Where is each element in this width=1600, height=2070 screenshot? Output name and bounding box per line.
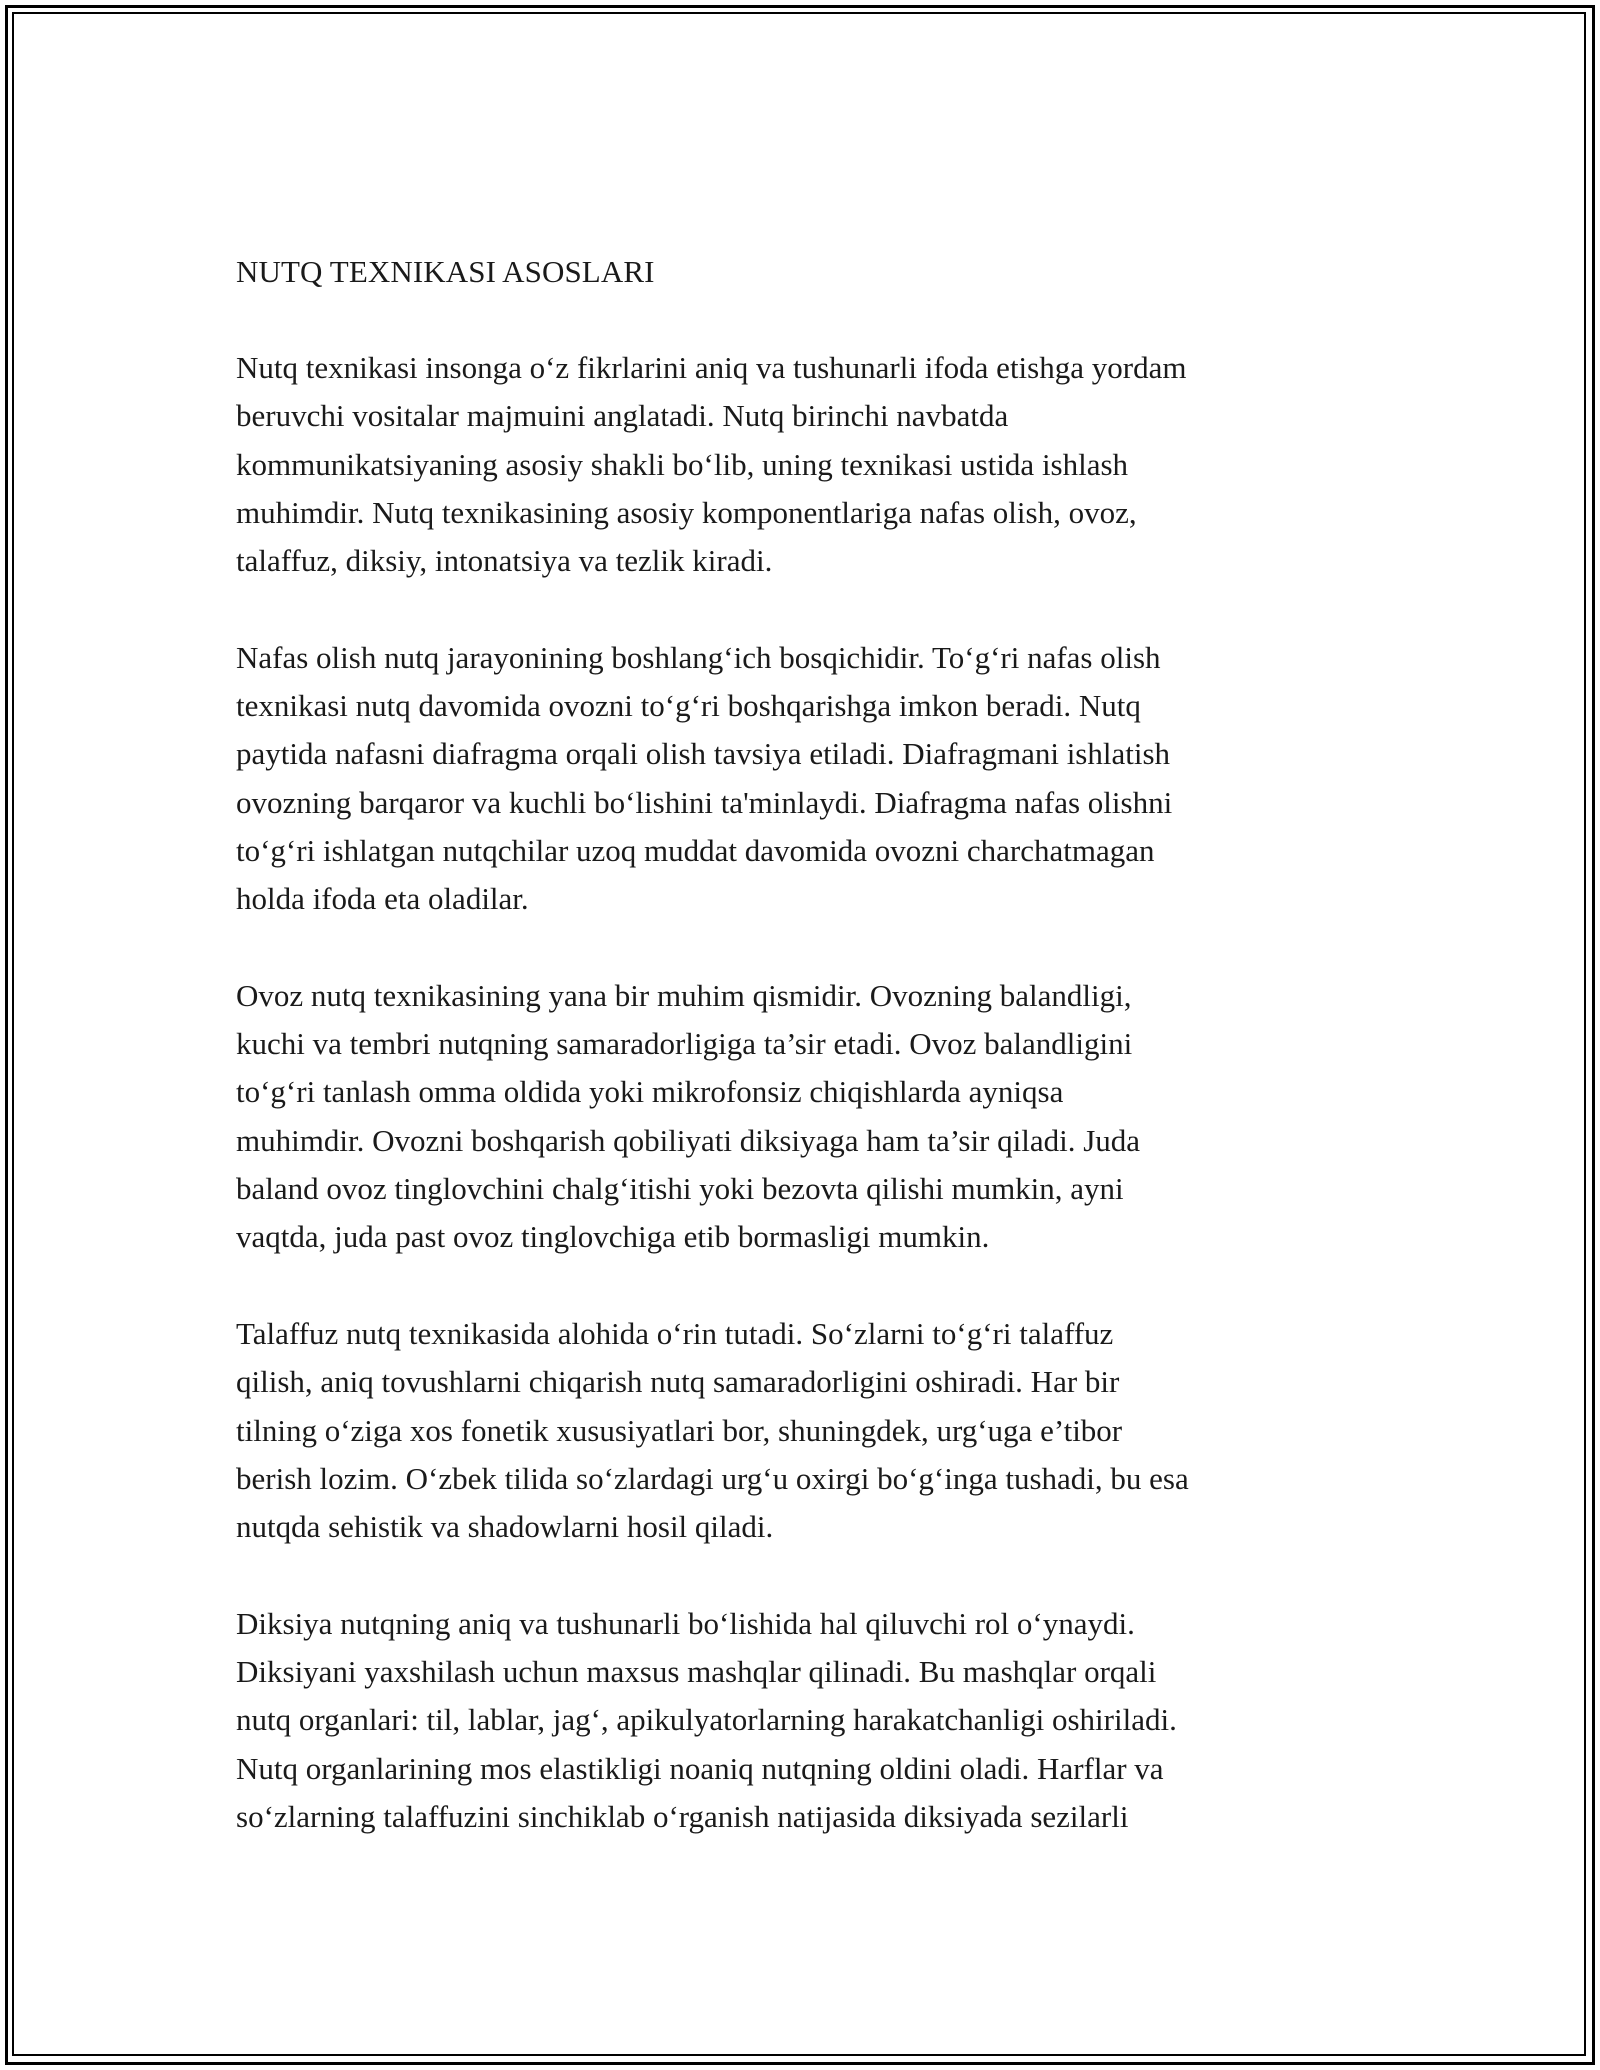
paragraph-intro: Nutq texnikasi insonga o‘z fikrlarini aniq va tushunarli ifoda etishga yordam beruvchi vositalar majmuini anglatadi. Nutq birinchi navbatda kommunikatsiyaning asosiy shakli bo‘lib, uning texnikasi ustida ishlash muhimdir. Nutq texnikasining asosiy komponentlariga nafas olish, ovoz, talaffuz, diksiy, intonatsiya va tezlik kiradi. bbox=[236, 350, 1187, 579]
paragraph-diction: Diksiya nutqning aniq va tushunarli bo‘lishida hal qiluvchi rol o‘ynaydi. Diksiyani yaxshilash uchun maxsus mashqlar qilinadi. Bu mashqlar orqali nutq organlari: til, lablar, jag‘, apikulyatorlarning harakatchanligi oshiriladi. Nutq organlarining mos elastikligi noaniq nutqning oldini oladi. Harflar va so‘zlarning talaffuzini sinchiklab o‘rganish natijasida diksiyada sezilarli bbox=[236, 1605, 1177, 1834]
document-title: NUTQ TEXNIKASI ASOSLARI bbox=[236, 254, 655, 289]
paragraph-breathing: Nafas olish nutq jarayonining boshlang‘ich bosqichidir. To‘g‘ri nafas olish texnikasi nutq davomida ovozni to‘g‘ri boshqarishga imkon beradi. Nutq paytida nafasni diafragma orqali olish tavsiya etiladi. Diafragmani ishlatish ovozning barqaror va kuchli bo‘lishini ta'minlaydi. Diafragma nafas olishni to‘g‘ri ishlatgan nutqchilar uzoq muddat davomida ovozni charchatmagan holda ifoda eta oladilar. bbox=[236, 639, 1173, 917]
paragraph-pronunciation: Talaffuz nutq texnikasida alohida o‘rin tutadi. So‘zlarni to‘g‘ri talaffuz qilish, aniq tovushlarni chiqarish nutq samaradorligini oshiradi. Har bir tilning o‘ziga xos fonetik xususiyatlari bor, shuningdek, urg‘uga e’tibor berish lozim. O‘zbek tilida so‘zlardagi urg‘u oxirgi bo‘g‘inga tushadi, bu esa nutqda sehistik va shadowlarni hosil qiladi. bbox=[236, 1315, 1189, 1545]
paragraph-voice: Ovoz nutq texnikasining yana bir muhim qismidir. Ovozning balandligi, kuchi va tembri nutqning samaradorligiga ta’sir etadi. Ovoz balandligini to‘g‘ri tanlash omma oldida yoki mikrofonsiz chiqishlarda ayniqsa muhimdir. Ovozni boshqarish qobiliyati diksiyaga ham ta’sir qiladi. Juda baland ovoz tinglovchini chalg‘itishi yoki bezovta qilishi mumkin, ayni vaqtda, juda past ovoz tinglovchiga etib bormasligi mumkin. bbox=[236, 977, 1141, 1255]
document-body bbox=[236, 248, 1396, 1890]
